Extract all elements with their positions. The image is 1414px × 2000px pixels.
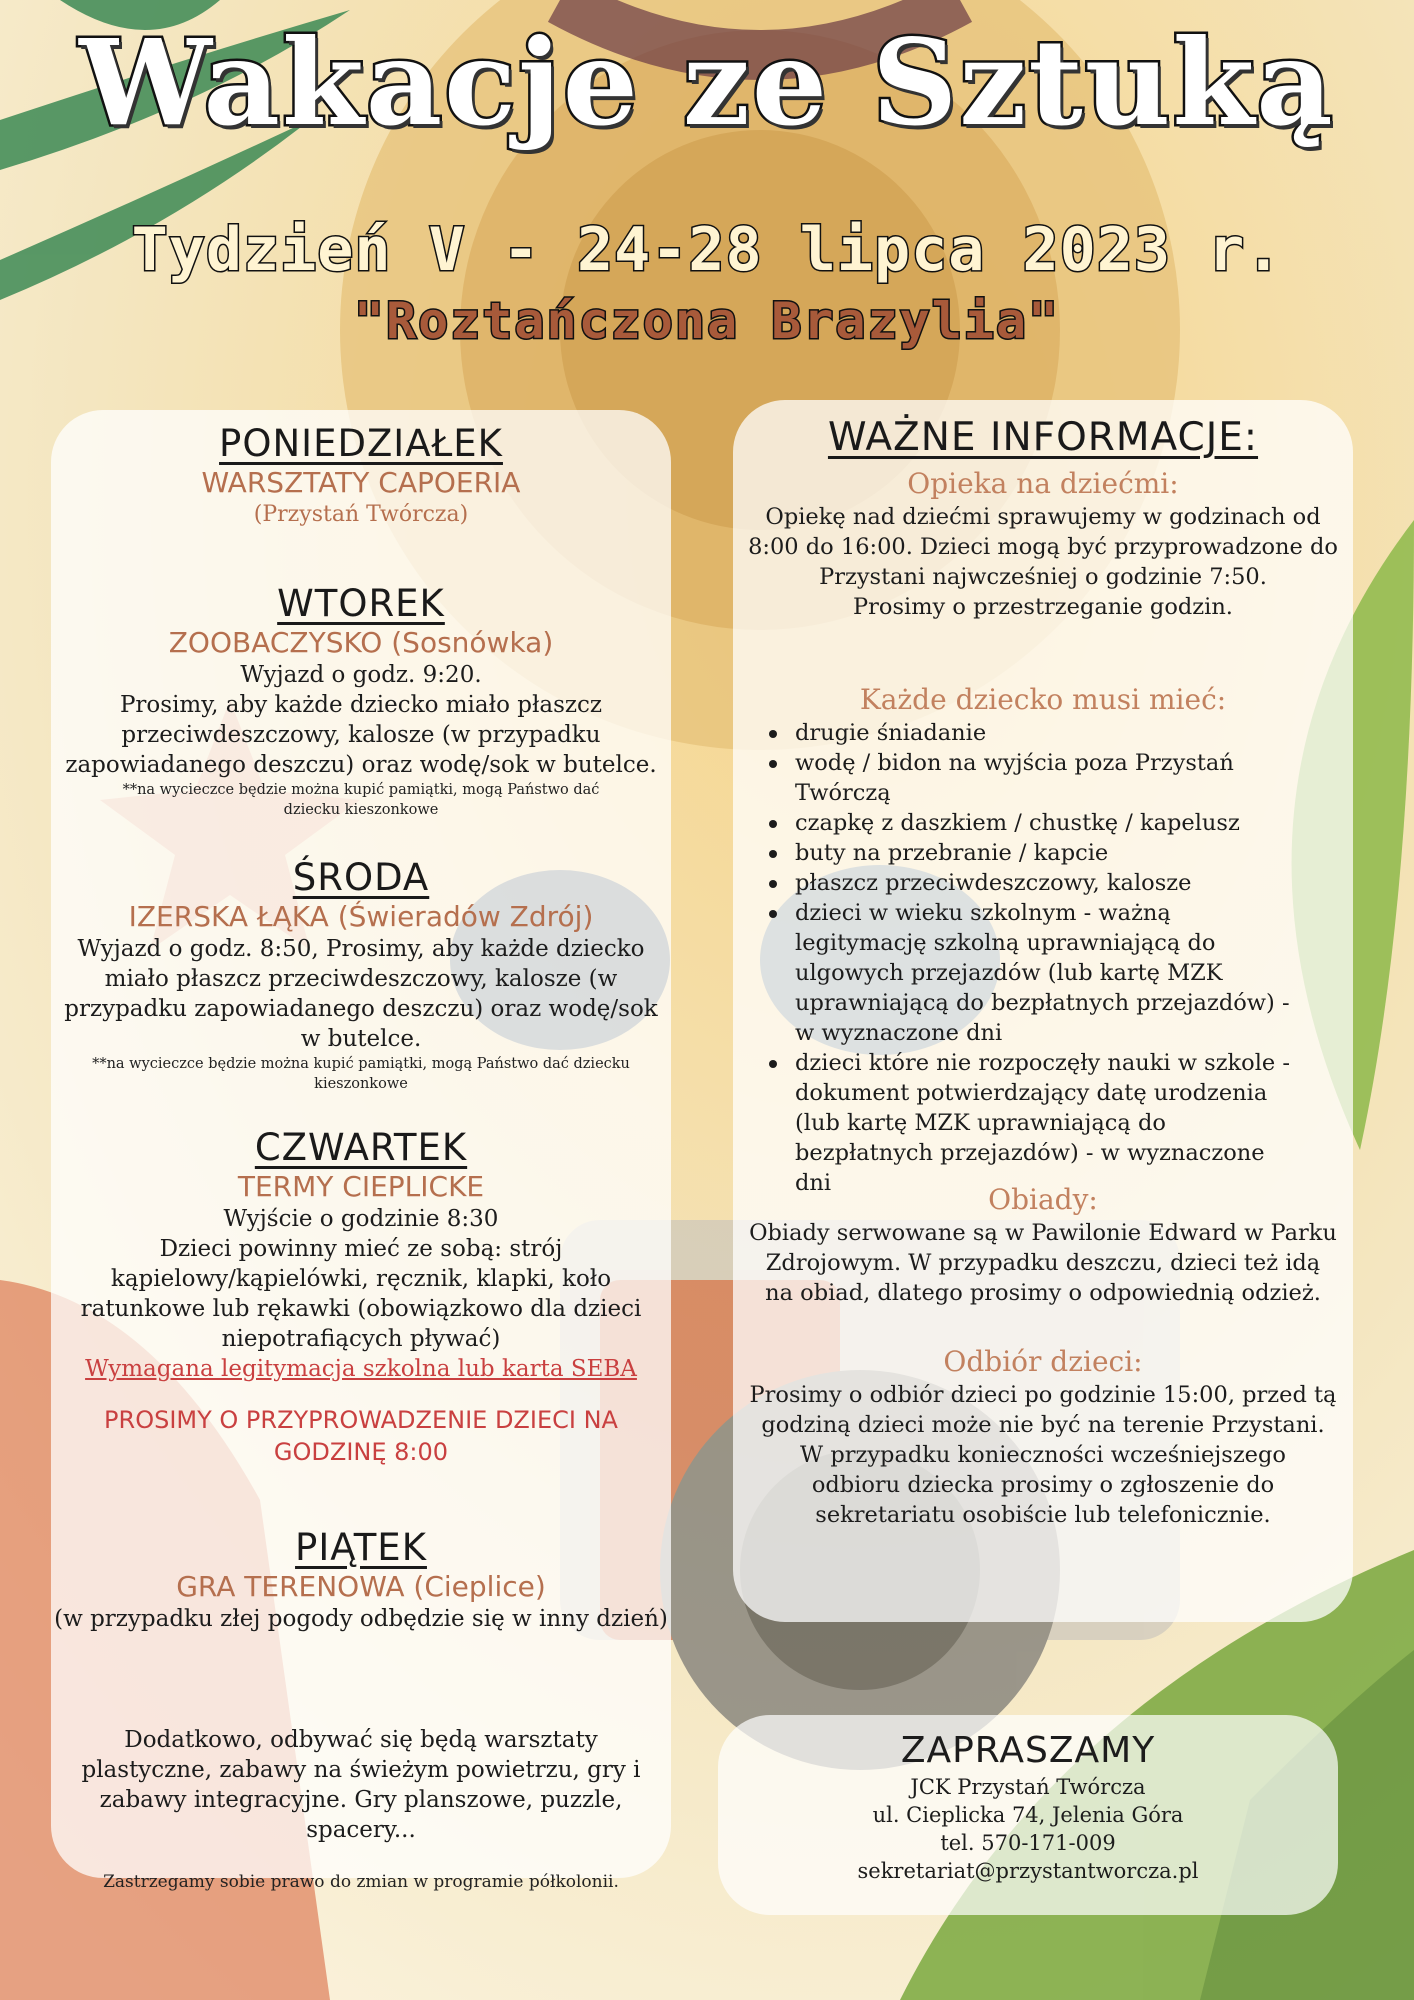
section-text: sekretariatu osobiście lub telefonicznie. (815, 1502, 1271, 1528)
arrival-time-note: GODZINĘ 8:00 (273, 1438, 449, 1466)
section-text: odbioru dziecka prosimy o zgłoszenie do (811, 1472, 1275, 1498)
activity-title: TERMY CIEPLICKE (237, 1170, 485, 1203)
section-title: Odbiór dzieci: (943, 1345, 1143, 1378)
lunch-section (733, 1182, 1353, 1308)
required-document-note: Wymagana legitymacja szkolna lub karta SEBA (85, 1356, 637, 1382)
pickup-section (733, 1344, 1353, 1530)
contact-email[interactable]: sekretariat@przystantworcza.pl (857, 1859, 1199, 1883)
must-have-section (733, 682, 1353, 1198)
extra-text: plastyczne, zabawy na świeżym powietrzu, gry i (81, 1757, 641, 1783)
contact-heading: ZAPRASZAMY (900, 1730, 1156, 1771)
theme-subtitle: "Roztańczona Brazylia" (353, 292, 1061, 350)
disclaimer (51, 1872, 671, 1892)
activity-text: Wyjście o godzinie 8:30 (223, 1206, 499, 1232)
activity-title: WARSZTATY CAPOERIA (201, 466, 521, 499)
day-monday (51, 422, 671, 530)
section-title: Obiady: (988, 1183, 1098, 1216)
activity-note: (w przypadku złej pogody odbędzie się w inny dzień) (54, 1606, 668, 1632)
day-wednesday (51, 856, 671, 1094)
day-heading: PONIEDZIAŁEK (219, 422, 503, 465)
day-heading: CZWARTEK (254, 1126, 468, 1169)
list-item: drugie śniadanie (761, 718, 1293, 748)
extra-text: zabawy integracyjne. Gry planszowe, puzzle, (99, 1787, 623, 1813)
list-item: płaszcz przeciwdeszczowy, kalosze (761, 868, 1293, 898)
contact-panel (718, 1715, 1338, 1915)
section-text: Zdrojowym. W przypadku deszczu, dzieci też idą (765, 1250, 1321, 1276)
list-item: dzieci które nie rozpoczęły nauki w szkole - dokument potwierdzający datę urodzenia (lub kartę MZK uprawniającą do bezpłatnych przejazdów) - w wyznaczone dni (761, 1048, 1293, 1198)
activity-text: w butelce. (300, 1026, 422, 1052)
day-tuesday (51, 582, 671, 820)
activity-place: (Przystań Twórcza) (253, 502, 469, 527)
contact-address: ul. Cieplicka 74, Jelenia Góra (872, 1803, 1184, 1827)
list-item: buty na przebranie / kapcie (761, 838, 1293, 868)
section-text: na obiad, dlatego prosimy o odpowiednią odzież. (765, 1280, 1321, 1306)
section-title: Opieka na dziećmi: (907, 467, 1179, 500)
day-friday (51, 1526, 671, 1634)
section-text: Opiekę nad dziećmi sprawujemy w godzinach od (765, 504, 1321, 530)
activity-text: miało płaszcz przeciwdeszczowy, kalosze (w (104, 966, 618, 992)
contact-org: JCK Przystań Twórcza (910, 1775, 1146, 1799)
activity-place: (Cieplice) (413, 1570, 546, 1603)
section-text: Prosimy o odbiór dzieci po godzinie 15:00, przed tą (749, 1382, 1337, 1408)
section-text: godziną dzieci może nie być na terenie Przystani. (761, 1412, 1325, 1438)
disclaimer-text: Zastrzegamy sobie prawo do zmian w programie półkolonii. (103, 1872, 619, 1892)
must-have-list (761, 718, 1293, 1198)
activity-text: przypadku zapowiadanego deszczu) oraz wodę/sok (64, 996, 658, 1022)
activity-text: przeciwdeszczowy, kalosze (w przypadku (121, 722, 601, 748)
activity-title: IZERSKA ŁĄKA (Świeradów Zdrój) (128, 900, 594, 933)
activity-text: niepotrafiących pływać) (221, 1326, 501, 1352)
list-item: czapkę z daszkiem / chustkę / kapelusz (761, 808, 1293, 838)
extra-activities (51, 1725, 671, 1845)
section-text: Przystani najwcześniej o godzinie 7:50. (819, 564, 1267, 590)
activity-note: dziecku kieszonkowe (283, 802, 439, 818)
section-title: Każde dziecko musi mieć: (859, 683, 1227, 716)
activity-text: ratunkowe lub rękawki (obowiązkowo dla dzieci (80, 1296, 642, 1322)
day-heading: ŚRODA (292, 856, 430, 899)
contact-block (718, 1729, 1338, 1885)
list-item: wodę / bidon na wyjścia poza Przystań Twórczą (761, 748, 1293, 808)
day-thursday (51, 1126, 671, 1468)
activity-note: kieszonkowe (314, 1076, 408, 1092)
extra-text: spacery... (306, 1817, 416, 1843)
activity-title (51, 1570, 671, 1604)
contact-phone[interactable]: tel. 570-171-009 (940, 1831, 1116, 1855)
care-section (733, 466, 1353, 622)
activity-text: zapowiadanego deszczu) oraz wodę/sok w butelce. (65, 752, 657, 778)
info-panel (733, 400, 1353, 1622)
day-heading: PIĄTEK (295, 1526, 427, 1569)
activity-text: Prosimy, aby każde dziecko miało płaszcz (119, 692, 603, 718)
section-highlight: Prosimy o przestrzeganie godzin. (853, 594, 1233, 620)
activity-text: kąpielowy/kąpielówki, ręcznik, klapki, koło (110, 1266, 612, 1292)
section-text: W przypadku konieczności wcześniejszego (800, 1442, 1286, 1468)
activity-name: GRA TERENOWA (176, 1570, 405, 1603)
activity-text: Wyjazd o godz. 9:20. (240, 662, 482, 688)
activity-text: Wyjazd o godz. 8:50, Prosimy, aby każde dziecko (77, 936, 645, 962)
poster-title: Wakacje ze Sztuką (79, 13, 1335, 152)
schedule-panel (51, 410, 671, 1892)
info-header (733, 414, 1353, 462)
activity-note: **na wycieczce będzie można kupić pamiątki, mogą Państwo dać (122, 782, 600, 798)
list-item: dzieci w wieku szkolnym - ważną legitymację szkolną uprawniającą do ulgowych przejazdów (lub kartę MZK uprawniającą do bezpłatnych przejazdów) - w wyznaczone dni (761, 898, 1293, 1048)
activity-note: **na wycieczce będzie można kupić pamiątki, mogą Państwo dać dziecku (92, 1056, 630, 1072)
day-heading: WTOREK (277, 582, 445, 625)
extra-text: Dodatkowo, odbywać się będą warsztaty (124, 1727, 598, 1753)
section-text: 8:00 do 16:00. Dzieci mogą być przyprowadzone do (748, 534, 1338, 560)
arrival-time-note: PROSIMY O PRZYPROWADZENIE DZIECI NA (104, 1406, 618, 1434)
activity-title: ZOOBACZYSKO (Sosnówka) (168, 626, 554, 659)
info-heading: WAŻNE INFORMACJE: (827, 415, 1259, 460)
activity-text: Dzieci powinny mieć ze sobą: strój (159, 1236, 563, 1262)
section-text: Obiady serwowane są w Pawilonie Edward w Parku (749, 1220, 1337, 1246)
week-subtitle: Tydzień V - 24-28 lipca 2023 r. (131, 215, 1283, 285)
